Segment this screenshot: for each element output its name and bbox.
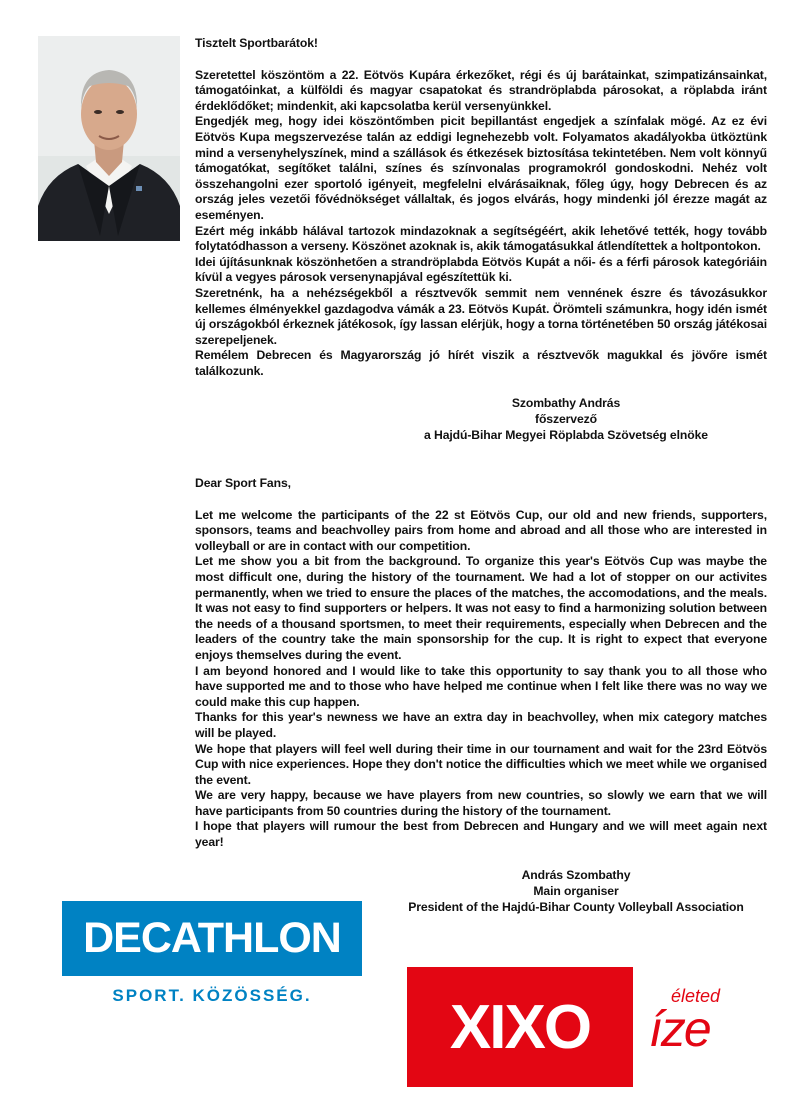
hungarian-paragraph: Szeretettel köszöntöm a 22. Eötvös Kupára érkezőket, régi és új barátainkat, szimpatizánsainkat, támogatóinkat, a külföldi és magyar csapatokat és strandröplabda párosokat, a röplabda iránt érdeklődőket; mindenkit, aki kapcsolatba kerül versenyünkkel. bbox=[195, 67, 767, 113]
hungarian-paragraph: Ezért még inkább hálával tartozok mindazoknak a segítségéért, akik lehetővé tették, hogy tovább folytatódhasson a verseny. Köszönet azoknak is, akik támogatásukkal átlendítettek a holtpontokon. bbox=[195, 223, 767, 254]
xixo-wordmark: XIXO bbox=[449, 992, 591, 1062]
english-paragraph: We are very happy, because we have players from new countries, so slowly we earn that we will have participants from 50 countries during the history of the tournament. bbox=[195, 788, 767, 818]
hungarian-paragraph: Szeretnénk, ha a nehézségekből a résztvevők semmit nem vennének észre és távozásukkor kellemes élményekkel gazdagodva vámák a 23. Eötvös Kupát. Örömteli számunkra, hogy idén ismét új országokból érkeznek játékosok, így lassan elérjük, hogy a torna történetében 50 ország játékosai szerepeljenek. bbox=[195, 285, 767, 347]
english-paragraph: I am beyond honored and I would like to take this opportunity to say thank you to all those who have supported me and to those who have helped me continue when I felt like there was no way we could make this cup happen. bbox=[195, 663, 767, 709]
decathlon-wordmark: DECATHLON bbox=[62, 901, 362, 976]
signature-name: Szombathy András bbox=[511, 396, 621, 411]
signature-role: főszervező bbox=[535, 412, 597, 427]
english-paragraph: Let me welcome the participants of the 22 st Eötvös Cup, our old and new friends, supporters, sponsors, teams and beachvolley pairs from home and abroad and all those who are interested in volleyball or are in contact with our competition. bbox=[195, 507, 767, 553]
english-paragraph: Let me show you a bit from the background. To organize this year's Eötvös Cup was maybe the most difficult one, during the history of the tournament. We had a lot of stopper on our activites permanently, when we tried to ensure the places of the matches, the accomodations, and the meals. It was not easy to find supporters or helpers. It was not easy to find a harmonizing solution between the needs of a thousand sportsmen, to meet their requirements, especially when Debrecen and the leaders of the country take the main sponsorship for the cup. It is right to expect that everyone enjoys themselves during the event. bbox=[195, 554, 767, 662]
hungarian-signature bbox=[345, 395, 787, 443]
english-greeting: Dear Sport Fans, bbox=[195, 476, 291, 490]
decathlon-tagline: SPORT. KÖZÖSSÉG. bbox=[112, 986, 312, 1005]
signature-organisation: President of the Hajdú-Bihar County Volleyball Association bbox=[408, 899, 744, 914]
xixo-slogan-small: életed bbox=[671, 986, 721, 1006]
english-paragraph: We hope that players will feel well during their time in our tournament and wait for the 23rd Eötvös Cup with nice experiences. Hope they don't notice the difficulties which we meet while we organised the event. bbox=[195, 741, 767, 787]
author-portrait-photo bbox=[38, 36, 180, 241]
signature-organisation: a Hajdú-Bihar Megyei Röplabda Szövetség elnöke bbox=[424, 428, 708, 443]
english-signature bbox=[385, 867, 767, 915]
english-paragraph: Thanks for this year's newness we have an extra day in beachvolley, when mix category matches will be played. bbox=[195, 710, 767, 740]
signature-name: András Szombathy bbox=[521, 867, 631, 882]
hungarian-greeting: Tisztelt Sportbarátok! bbox=[195, 36, 318, 50]
hungarian-paragraph: Remélem Debrecen és Magyarország jó hírét viszik a résztvevők magukkal és jövőre ismét találkozunk. bbox=[195, 348, 767, 378]
english-paragraph: I hope that players will rumour the best from Debrecen and Hungary and we will meet again next year! bbox=[195, 819, 767, 850]
hungarian-paragraph: Idei újításunknak köszönhetően a strandröplabda Eötvös Kupát a női- és a férfi párosok kategóriáin kívül a vegyes párosok versenynapjával egészítettük ki. bbox=[195, 254, 767, 285]
xixo-slogan-big: íze bbox=[649, 1001, 710, 1057]
xixo-slogan bbox=[649, 986, 759, 1066]
hungarian-paragraph: Engedjék meg, hogy idei köszöntőmben picit bepillantást engedjek a színfalak mögé. Az ez évi Eötvös Kupa megszervezése talán az eddigi legnehezebb volt. Folyamatos akadályokba ütköztünk mind a versenyhelyszínek, mind a szállások és étkezések biztosítása tekintetében. Nem volt könnyű támogatókat, segítőket találni, színes és színvonalas programokról gondoskodni. Nehéz volt összehangolni ezer sportoló igényeit, megfelelni elvárásaiknak, főleg úgy, hogy Debrecen és az ország jeles vezetői fővédnökséget vállaltak, és jogos elvárás, hogy mindenki jól érezze magát az eseményen. bbox=[195, 114, 767, 222]
english-letter bbox=[195, 476, 767, 915]
decathlon-logo bbox=[62, 901, 362, 1016]
hungarian-letter bbox=[195, 36, 767, 443]
signature-role: Main organiser bbox=[533, 883, 619, 898]
xixo-logo bbox=[407, 967, 633, 1087]
